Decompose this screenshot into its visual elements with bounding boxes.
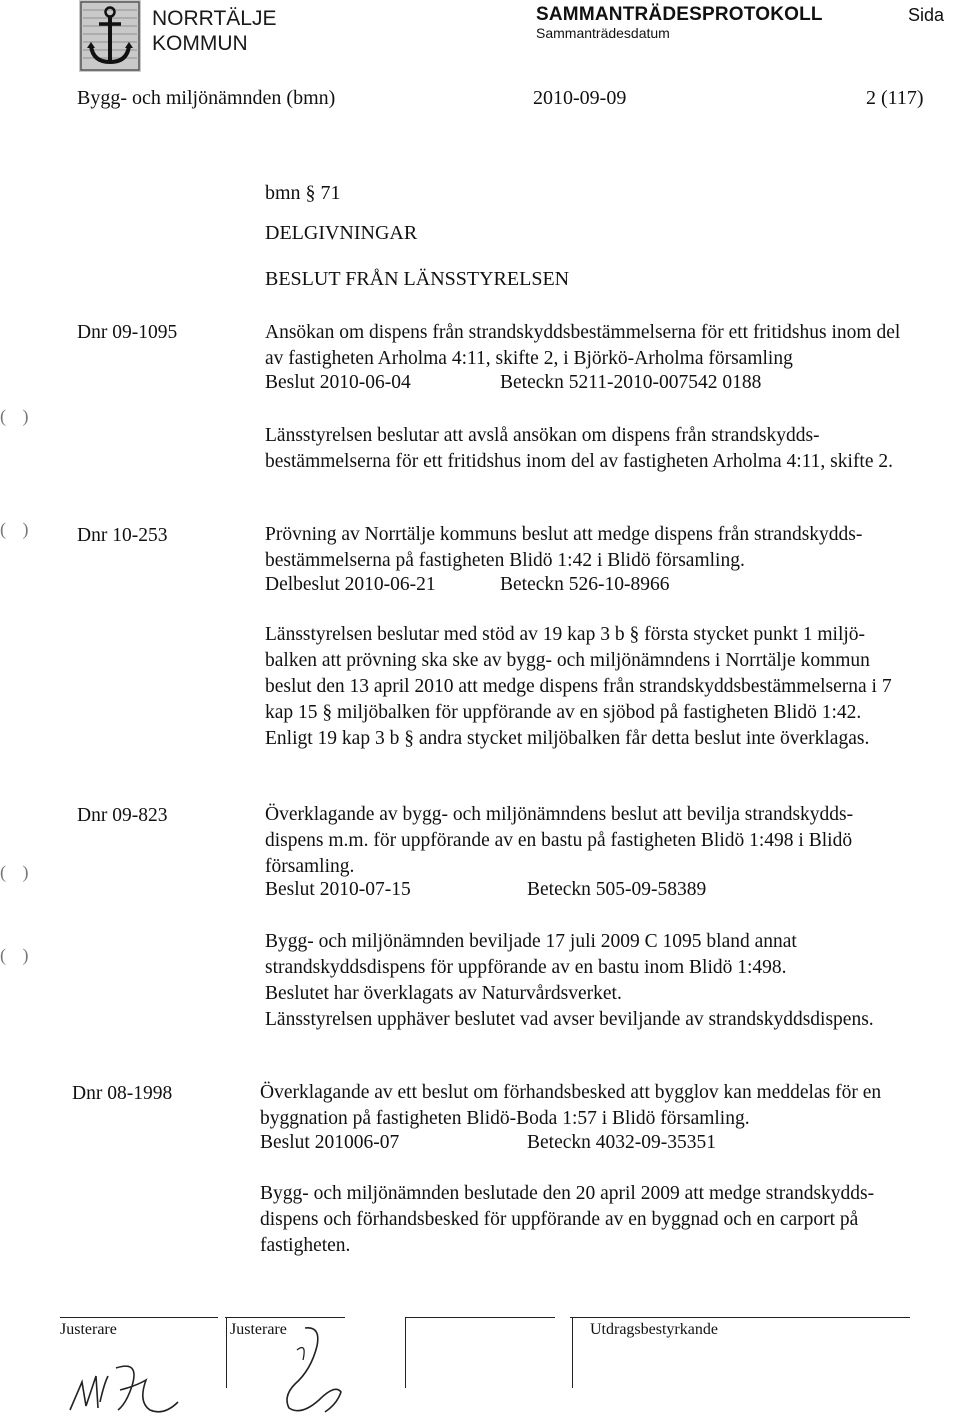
case-subject-line: Överklagande av bygg- och miljönämndens beslut att bevilja strandskydds- — [265, 804, 854, 825]
section-heading: DELGIVNINGAR — [265, 222, 418, 244]
case-decision-label: Beslut 2010-07-15 — [265, 879, 411, 900]
footer-rule — [60, 1317, 218, 1318]
case-subject — [265, 522, 862, 574]
case-dnr: Dnr 08-1998 — [72, 1083, 173, 1104]
case-reference: Beteckn 526-10-8966 — [500, 574, 670, 595]
certifier-label: Utdragsbestyrkande — [590, 1321, 718, 1338]
municipality-logo — [79, 0, 141, 72]
case-decision-label: Beslut 2010-06-04 — [265, 372, 411, 393]
org-name-line-1: NORRTÄLJE — [152, 7, 277, 30]
case-decision-label: Beslut 201006-07 — [260, 1132, 400, 1153]
org-name — [152, 6, 276, 56]
case-body-line: dispens och förhandsbesked för uppförande av en byggnad och en carport på — [260, 1209, 859, 1230]
case-subject-line: byggnation på fastigheten Blidö-Boda 1:57 i Blidö församling. — [260, 1108, 750, 1129]
page-label: Sida — [908, 5, 945, 25]
case-reference: Beteckn 5211-2010-007542 0188 — [500, 372, 762, 393]
case-body — [265, 622, 892, 752]
footer-divider — [226, 1318, 227, 1388]
page-number: 2 (117) — [866, 87, 924, 109]
case-decision-label: Delbeslut 2010-06-21 — [265, 574, 436, 595]
margin-mark: ( ) — [0, 862, 35, 882]
footer-rule — [405, 1317, 555, 1318]
case-body-line: Beslutet har överklagats av Naturvårdsverket. — [265, 983, 622, 1004]
adjuster-label: Justerare — [230, 1321, 287, 1338]
footer-divider — [405, 1318, 406, 1388]
paragraph-number: bmn § 71 — [265, 182, 341, 204]
case-reference: Beteckn 505-09-58389 — [527, 879, 707, 900]
case-subject-line: dispens m.m. för uppförande av en bastu på fastigheten Blidö 1:498 i Blidö — [265, 830, 853, 851]
case-body-line: fastigheten. — [260, 1235, 351, 1256]
case-subject-line: Ansökan om dispens från strandskyddsbestämmelserna för ett fritidshus inom del — [265, 322, 901, 343]
case-subject-line: bestämmelserna på fastigheten Blidö 1:42 i Blidö församling. — [265, 550, 745, 571]
case-body-line: kap 15 § miljöbalken för uppförande av en sjöbod på fastigheten Blidö 1:42. — [265, 702, 862, 723]
case-body-line: Länsstyrelsen beslutar med stöd av 19 kap 3 b § första stycket punkt 1 miljö- — [265, 624, 866, 645]
case-subject-line: av fastigheten Arholma 4:11, skifte 2, i Björkö-Arholma församling — [265, 348, 793, 369]
signature-2 — [245, 1320, 375, 1420]
case-subject-line: Överklagande av ett beslut om förhandsbesked att bygglov kan meddelas för en — [260, 1082, 882, 1103]
case-body-line: Enligt 19 kap 3 b § andra stycket miljöbalken får detta beslut inte överklagas. — [265, 728, 870, 749]
case-reference: Beteckn 4032-09-35351 — [527, 1132, 717, 1153]
case-subject-line: Prövning av Norrtälje kommuns beslut att medge dispens från strandskydds- — [265, 524, 863, 545]
case-subject-line: församling. — [265, 856, 355, 877]
margin-mark: ( ) — [0, 945, 35, 965]
case-subject — [260, 1080, 881, 1132]
signature-1 — [60, 1340, 220, 1420]
case-subject — [265, 802, 853, 880]
committee-name: Bygg- och miljönämnden (bmn) — [77, 87, 336, 109]
case-body-line: strandskyddsdispens för uppförande av en bastu inom Blidö 1:498. — [265, 957, 787, 978]
footer-rule — [225, 1317, 345, 1318]
protocol-title: SAMMANTRÄDESPROTOKOLL — [536, 4, 823, 25]
case-dnr: Dnr 09-1095 — [77, 322, 178, 343]
case-body-line: Bygg- och miljönämnden beviljade 17 juli 2009 C 1095 bland annat — [265, 931, 797, 952]
adjuster-label: Justerare — [60, 1321, 117, 1338]
case-body — [265, 929, 874, 1033]
section-subheading: BESLUT FRÅN LÄNSSTYRELSEN — [265, 268, 570, 290]
org-name-line-2: KOMMUN — [152, 32, 248, 55]
margin-mark: ( ) — [0, 519, 35, 539]
case-body-line: bestämmelserna för ett fritidshus inom del av fastigheten Arholma 4:11, skifte 2. — [265, 451, 894, 472]
margin-mark: ( ) — [0, 406, 35, 426]
protocol-subtitle: Sammanträdesdatum — [536, 25, 670, 41]
footer-rule — [570, 1317, 910, 1318]
case-dnr: Dnr 09-823 — [77, 805, 168, 826]
case-body — [260, 1181, 874, 1259]
case-body — [265, 423, 893, 475]
case-body-line: Bygg- och miljönämnden beslutade den 20 april 2009 att medge strandskydds- — [260, 1183, 875, 1204]
case-body-line: balken att prövning ska ske av bygg- och miljönämndens i Norrtälje kommun — [265, 650, 870, 671]
case-dnr: Dnr 10-253 — [77, 525, 168, 546]
footer-divider — [572, 1318, 573, 1388]
meeting-date: 2010-09-09 — [533, 87, 627, 109]
case-subject — [265, 320, 900, 372]
case-body-line: Länsstyrelsen beslutar att avslå ansökan om dispens från strandskydds- — [265, 425, 820, 446]
case-body-line: Länsstyrelsen upphäver beslutet vad avser beviljande av strandskyddsdispens. — [265, 1009, 874, 1030]
case-body-line: beslut den 13 april 2010 att medge dispens från strandskyddsbestämmelserna i 7 — [265, 676, 892, 697]
